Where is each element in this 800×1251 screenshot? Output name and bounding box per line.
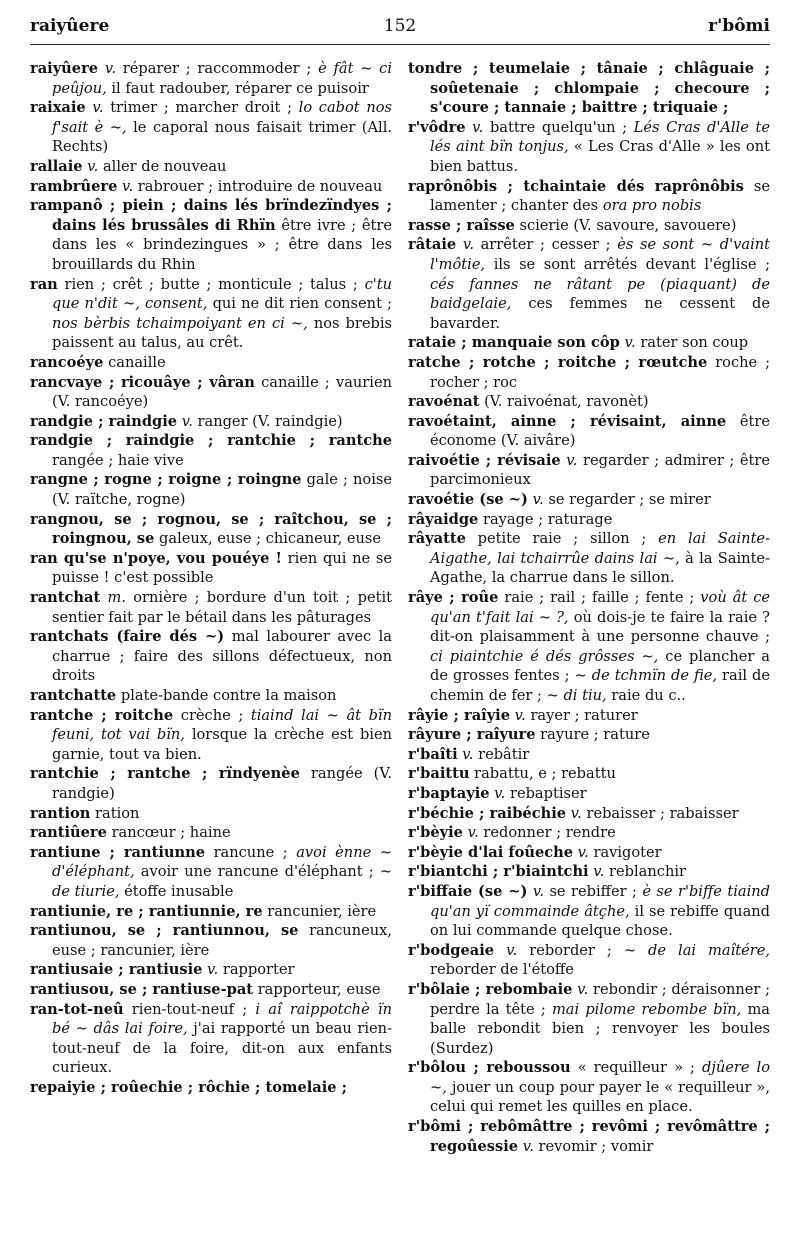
headword: ravoétie (se ~) (408, 491, 528, 509)
headword: rasse ; raîsse (408, 216, 515, 234)
definition: trimer ; marcher droit ; (110, 99, 292, 117)
right-column (408, 59, 770, 1156)
definition: rebondir ; déraisonner ; perdre la tête ; (430, 980, 771, 1018)
definition: battre quelqu'un ; (489, 118, 628, 136)
definition: redonner ; rendre (483, 824, 616, 842)
dictionary-entry (30, 686, 392, 706)
dictionary-entry (30, 549, 392, 588)
definition: rayage ; raturage (482, 510, 613, 528)
headword: rantchat (30, 589, 101, 607)
grammar-tag: v. (566, 451, 578, 469)
grammar-tag: v. (532, 882, 545, 900)
dictionary-entry (408, 235, 770, 333)
dictionary-entry (408, 706, 770, 726)
dictionary-entry (30, 706, 392, 765)
dictionary-entry (30, 373, 392, 412)
headword: r'biantchi ; r'biaintchi (408, 863, 589, 881)
headword: râye ; roûe (408, 589, 499, 607)
headword: rantche ; roitche (30, 706, 174, 724)
example: lo cabot nos f'sait è ~, (52, 99, 393, 136)
headword: r'bèyie (408, 824, 463, 842)
dictionary-entry (408, 764, 770, 784)
definition: reborder ; (529, 941, 612, 959)
dictionary-entry (408, 745, 770, 765)
definition: se rebiffer ; (549, 882, 637, 900)
headword: rambrûere (30, 177, 118, 195)
headword: rangnou, se ; rognou, se ; raîtchou, se ; roingnou, se (30, 510, 392, 548)
dictionary-entry (408, 216, 770, 236)
grammar-tag: v. (472, 118, 484, 136)
dictionary-entry (30, 59, 392, 98)
definition: canaille ; vaurien (V. rancoéye) (52, 373, 392, 411)
dictionary-entry (408, 823, 770, 843)
headword: ravoénat (408, 393, 480, 411)
headword: repaiyie ; roûechie ; rôchie ; tomelaie ; (30, 1078, 348, 1096)
dictionary-entry (30, 804, 392, 824)
grammar-tag: v. (514, 706, 526, 724)
grammar-tag: v. (92, 99, 104, 117)
page-header (30, 14, 770, 45)
headword: raprônôbis ; tchaintaie dés raprônôbis (408, 177, 744, 195)
translation: ils se sont arrêtés devant l'église ; (493, 255, 771, 273)
definition: mal labourer avec la charrue ; faire des sillons défectueux, non droits (52, 628, 392, 685)
definition: ranger (V. raindgie) (197, 412, 343, 430)
running-head-right: r'bômi (708, 16, 770, 36)
headword: ratche ; rotche ; roitche ; rœutche (408, 353, 708, 371)
headword: rantchie ; rantche ; rïndyenèe (30, 765, 300, 783)
definition: « requilleur » ; (577, 1059, 695, 1077)
headword: rantiûere (30, 824, 107, 842)
headword: r'bôlaie ; rebombaie (408, 980, 573, 998)
headword: rallaie (30, 157, 83, 175)
headword: raiyûere (30, 60, 99, 77)
dictionary-entry (408, 725, 770, 745)
definition: galeux, euse ; chicaneur, euse (159, 530, 382, 548)
translation: étoffe inusable (124, 882, 234, 900)
example: ~ de tiurie, (52, 863, 393, 900)
definition: rabattu, e ; rebattu (474, 765, 616, 783)
grammar-tag: v. (532, 491, 544, 509)
example: en lai Sainte-Aigathe, lai tchairrûe dains lai ~, (430, 530, 770, 567)
headword: r'baîti (408, 745, 458, 763)
dictionary-entry (30, 588, 392, 627)
dictionary-entry (408, 451, 770, 490)
translation: qui ne dit rien consent ; (212, 295, 393, 313)
headword: râyaidge (408, 510, 479, 528)
dictionary-entry (30, 510, 392, 549)
definition: regarder ; admirer ; être parcimonieux (430, 451, 771, 489)
definition: revomir ; vomir (538, 1137, 654, 1155)
dictionary-entry (408, 882, 770, 941)
dictionary-entry (408, 333, 770, 353)
definition: rater son coup (640, 334, 749, 352)
example: nos bèrbis tchaimpoiyant en ci ~, (52, 314, 308, 332)
translation: j'ai rapporté un beau rien-tout-neuf de la foire, dit-on aux enfants curieux. (52, 1020, 393, 1077)
example: ci piaintchie é dés grôsses ~, (430, 647, 659, 665)
left-column (30, 59, 392, 1156)
dictionary-entry (30, 960, 392, 980)
example: ~ de lai maîtére, (623, 941, 771, 959)
headword: rancvaye ; ricouâye ; vâran (30, 373, 255, 391)
grammar-tag: v. (104, 60, 116, 77)
dictionary-entry (408, 588, 770, 706)
grammar-tag: v. (207, 961, 219, 979)
grammar-tag: v. (593, 863, 605, 881)
dictionary-entry (408, 862, 770, 882)
dictionary-entry (30, 98, 392, 157)
headword: r'vôdre (408, 118, 466, 136)
translation: nos brebis paissent au talus, au crêt. (52, 314, 393, 352)
translation: lorsque la crèche est bien garnie, tout va bien. (52, 726, 392, 763)
grammar-tag: v. (467, 824, 479, 842)
headword: rantiusaie ; rantiusie (30, 961, 203, 979)
translation: reborder de l'étoffe (430, 961, 574, 979)
headword: rancoéye (30, 353, 104, 371)
dictionary-entry (30, 980, 392, 1000)
definition: raie ; rail ; faille ; fente ; (504, 589, 695, 607)
dictionary-entry (30, 823, 392, 843)
dictionary-entry (30, 431, 392, 470)
translation: avoir une rancune d'éléphant ; (140, 863, 374, 881)
example: ~ de tchmïn de fie, (574, 667, 718, 685)
headword: tondre ; teumelaie ; tânaie ; chlâguaie ; soûetenaie ; chlompaie ; checoure ; s'coure ; tannaie ; baittre ; triquaie ; (408, 60, 770, 117)
headword: r'baptayie (408, 784, 490, 802)
headword: ravoétaint, ainne ; révisaint, ainne (408, 412, 727, 430)
dictionary-entry (408, 510, 770, 530)
grammar-tag: v. (577, 980, 589, 998)
dictionary-entry (408, 490, 770, 510)
definition: rangée ; haie vive (52, 451, 184, 469)
headword: rantiusou, se ; rantiuse-pat (30, 980, 254, 998)
headword: r'bodgeaie (408, 941, 495, 959)
dictionary-entry (408, 784, 770, 804)
headword: rangne ; rogne ; roigne ; roingne (30, 471, 302, 489)
headword: râyatte (408, 530, 466, 548)
translation: raie du c.. (611, 687, 686, 704)
translation: il se rebiffe quand on lui commande quelque chose. (430, 902, 771, 940)
headword: rantiune ; rantiunne (30, 843, 206, 861)
definition: ornière ; bordure d'un toit ; petit sentier fait par le bétail dans les pâturages (52, 589, 392, 626)
dictionary-entry (408, 1058, 770, 1117)
page-number: 152 (383, 16, 417, 36)
example: Lés Cras d'Alle te lés aint bïn tonjus, (430, 118, 770, 156)
translation: rail de chemin de fer ; (430, 667, 771, 704)
grammar-tag: v. (462, 745, 474, 763)
example: ora pro nobis (602, 197, 702, 215)
definition: réparer ; raccommoder ; (122, 60, 312, 77)
translation: ces femmes ne cessent de bavarder. (430, 295, 770, 332)
headword: ran (30, 275, 58, 293)
grammar-tag: v. (181, 412, 193, 430)
example: ~ di tiu, (546, 687, 607, 704)
definition: rayer ; raturer (530, 706, 638, 724)
grammar-tag: v. (506, 941, 518, 959)
dictionary-entry (30, 275, 392, 353)
headword: rampanô ; piein ; dains lés brïndezïndyes ; dains lés brussâles di Rhïn (30, 197, 392, 234)
translation: il faut radouber, réparer ce puisoir (111, 79, 369, 97)
definition: être ivre ; être dans les « brindezingues » ; être dans les brouillards du Rhin (52, 216, 393, 273)
headword: r'baittu (408, 765, 470, 783)
headword: r'biffaie (se ~) (408, 882, 528, 900)
definition: rabrouer ; introduire de nouveau (137, 177, 383, 195)
headword: randgie ; raindgie (30, 412, 178, 430)
headword: ran qu'se n'poye, vou pouéye ! (30, 549, 282, 567)
headword: r'bèyie d'lai foûeche (408, 843, 574, 861)
headword: râtaie (408, 236, 457, 254)
headword: rataie ; manquaie son côp (408, 334, 620, 352)
dictionary-entry (30, 1078, 392, 1098)
headword: râyure ; raîyure (408, 726, 536, 744)
dictionary-entry (408, 412, 770, 451)
example: djûere lo ~, (430, 1059, 771, 1096)
definition: être économe (V. aivâre) (430, 412, 771, 450)
dictionary-entry (408, 980, 770, 1058)
dictionary-entry (30, 470, 392, 509)
dictionary-entry (30, 627, 392, 686)
definition: scierie (V. savoure, savouere) (519, 216, 737, 234)
definition: canaille (108, 353, 166, 371)
example: c'tu que n'dit ~, consent, (52, 275, 393, 313)
definition: rancune ; (213, 843, 288, 861)
dictionary-entry (408, 843, 770, 863)
example: cés fannes ne râtant pe (piaquant) de baidgelaie, (430, 275, 770, 313)
translation: jouer un coup pour payer le « requilleur », celui qui remet les quilles en place. (430, 1078, 771, 1116)
headword: ran-tot-neû (30, 1000, 124, 1018)
definition: rebaisser ; rabaisser (586, 804, 739, 822)
example: tiaind lai ~ ât bïn feuni, tot vai bïn, (52, 706, 392, 744)
example: avoi ènne ~ d'éléphant, (52, 843, 392, 881)
definition: ravigoter (593, 843, 662, 861)
headword: rantiunou, se ; rantiunnou, se (30, 922, 299, 940)
dictionary-entry (30, 764, 392, 803)
grammar-tag: v. (577, 843, 589, 861)
definition: crèche ; (180, 706, 244, 724)
definition: aller de nouveau (102, 157, 227, 175)
dictionary-entry (30, 353, 392, 373)
grammar-tag: m. (107, 589, 126, 607)
headword: randgie ; raindgie ; rantchie ; rantche (30, 432, 392, 450)
dictionary-entry (30, 196, 392, 274)
headword: rantchatte (30, 687, 117, 704)
grammar-tag: v. (494, 784, 506, 802)
definition: roche ; rocher ; roc (430, 353, 770, 391)
translation: ma balle rebondit bien ; renvoyer les boules (Surdez) (430, 1000, 770, 1057)
definition: se lamenter ; chanter des (430, 177, 771, 215)
definition: rapporter (222, 961, 295, 979)
definition: gale ; noise (V. raïtche, rogne) (52, 471, 392, 509)
dictionary-entry (30, 157, 392, 177)
dictionary-entry (30, 843, 392, 902)
definition: rancuneux, euse ; rancunier, ière (52, 922, 393, 959)
definition: rapporteur, euse (257, 980, 381, 998)
definition: petite raie ; sillon ; (477, 530, 647, 548)
headword: rantion (30, 804, 91, 822)
definition: reblanchir (609, 863, 686, 881)
dictionary-entry (408, 59, 770, 118)
grammar-tag: v. (122, 177, 134, 195)
definition: se regarder ; se mirer (548, 491, 711, 509)
headword: r'bôlou ; reboussou (408, 1059, 571, 1077)
headword: r'béchie ; raibéchie (408, 804, 567, 822)
grammar-tag: v. (624, 334, 636, 352)
translation: à la Sainte-Agathe, la charrue dans le sillon. (430, 549, 770, 587)
headword: rantiunie, re ; rantiunnie, re (30, 902, 263, 920)
definition: rancœur ; haine (111, 824, 231, 842)
definition: rien qui ne se puisse ! c'est possible (52, 549, 392, 587)
example: è se r'biffe tiaind qu'an yï commainde âtçhe, (430, 882, 770, 920)
dictionary-entry (30, 902, 392, 922)
example: voù ât ce qu'an t'fait lai ~ ?, (430, 589, 770, 626)
columns (30, 59, 770, 1156)
definition: plate-bande contre la maison (120, 687, 337, 704)
dictionary-entry (408, 118, 770, 177)
headword: r'bômi ; rebômâttre ; revômi ; revômâttre ; regoûessie (408, 1118, 770, 1155)
running-head-left: raiyûere (30, 16, 110, 36)
dictionary-entry (30, 921, 392, 960)
dictionary-entry (408, 177, 770, 216)
definition: rayure ; rature (540, 726, 650, 744)
grammar-tag: v. (570, 804, 582, 822)
headword: rantchats (faire dés ~) (30, 628, 225, 646)
definition: ration (95, 804, 140, 822)
translation: où dois-je te faire la raie ? dit-on plaisamment à une personne chauve ; (430, 608, 771, 646)
definition: arrêter ; cesser ; (480, 236, 611, 254)
translation: le caporal nous faisait trimer (All. Rechts) (52, 118, 393, 156)
example: i aî raippotchè ïn bé ~ dâs lai foire, (52, 1000, 392, 1038)
dictionary-entry (408, 941, 770, 980)
definition: rangée (V. randgie) (52, 765, 392, 802)
grammar-tag: v. (462, 236, 474, 254)
dictionary-entry (408, 392, 770, 412)
example: ès se sont ~ d'vaint l'môtie, (430, 236, 770, 273)
dictionary-entry (408, 804, 770, 824)
headword: raixaie (30, 99, 86, 117)
definition: rien ; crêt ; butte ; monticule ; talus ; (64, 275, 358, 293)
grammar-tag: v. (522, 1137, 534, 1155)
definition: rancunier, ière (267, 902, 377, 920)
dictionary-entry (408, 1117, 770, 1156)
dictionary-entry (30, 1000, 392, 1078)
grammar-tag: v. (87, 157, 99, 175)
headword: râyie ; raîyie (408, 706, 510, 724)
dictionary-entry (30, 412, 392, 432)
translation: ce plancher a de grosses fentes ; (430, 647, 771, 685)
dictionary-entry (408, 353, 770, 392)
definition: rien-tout-neuf ; (131, 1000, 248, 1018)
definition: (V. raivoénat, ravonèt) (484, 393, 649, 411)
headword: raivoétie ; révisaie (408, 451, 561, 469)
definition: rebâtir (478, 745, 530, 763)
translation: « Les Cras d'Alle » les ont bien battus. (430, 138, 770, 175)
definition: rebaptiser (509, 784, 587, 802)
dictionary-entry (408, 529, 770, 588)
example: è fât ~ ci peûjou, (52, 60, 393, 97)
example: mai pilome rebombe bïn, (551, 1000, 742, 1018)
dictionary-entry (30, 177, 392, 197)
